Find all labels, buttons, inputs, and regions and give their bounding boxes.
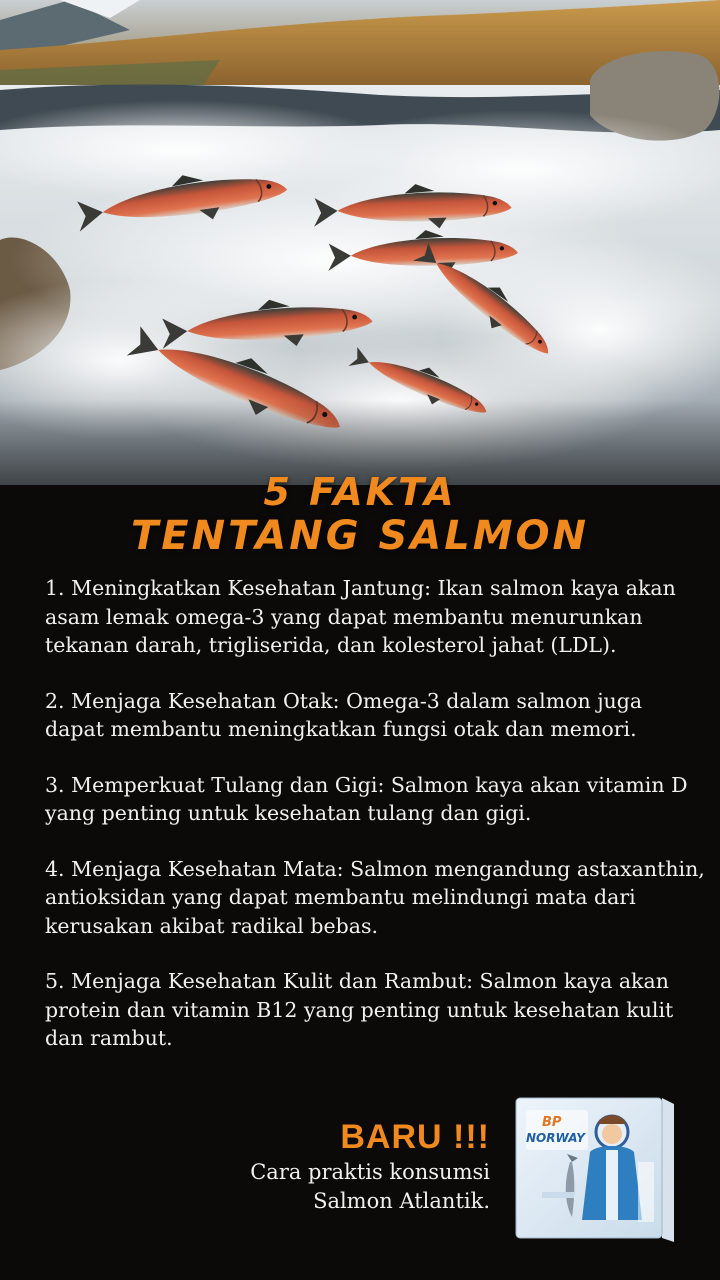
promo-badge: BARU !!!	[340, 1118, 490, 1156]
promo-line-1: Cara praktis konsumsi	[250, 1160, 490, 1184]
fact-item-5: 5. Menjaga Kesehatan Kulit dan Rambut: Salmon kaya akan protein dan vitamin B12 yang penting untuk kesehatan kulit dan rambut.	[45, 969, 674, 1050]
fact-item-2: 2. Menjaga Kesehatan Otak: Omega-3 dalam salmon juga dapat membantu meningkatkan fungsi otak dan memori.	[45, 688, 643, 741]
promo-line-2: Salmon Atlantik.	[313, 1189, 490, 1213]
fact-item-4: 4. Menjaga Kesehatan Mata: Salmon mengandung astaxanthin, antioksidan yang dapat membantu melindungi mata dari kerusakan akibat radikal bebas.	[45, 856, 705, 938]
facts-list	[45, 574, 705, 1080]
headline	[0, 470, 720, 558]
fact-item-1: 1. Meningkatkan Kesehatan Jantung: Ikan salmon kaya akan asam lemak omega-3 yang dapat membantu menurunkan tekanan darah, trigliserida, dan kolesterol jahat (LDL).	[45, 576, 676, 657]
fact-item-3: 3. Memperkuat Tulang dan Gigi: Salmon kaya akan vitamin D yang penting untuk kesehatan tulang dan gigi.	[45, 772, 688, 825]
headline-line-1: 5 FAKTA	[263, 470, 457, 514]
product-box-image	[512, 1092, 682, 1244]
promo-block	[250, 1116, 490, 1216]
headline-line-2: TENTANG SALMON	[131, 513, 589, 559]
product-brand-bp: BP	[542, 1115, 562, 1130]
product-brand-norway: NORWAY	[526, 1131, 585, 1145]
